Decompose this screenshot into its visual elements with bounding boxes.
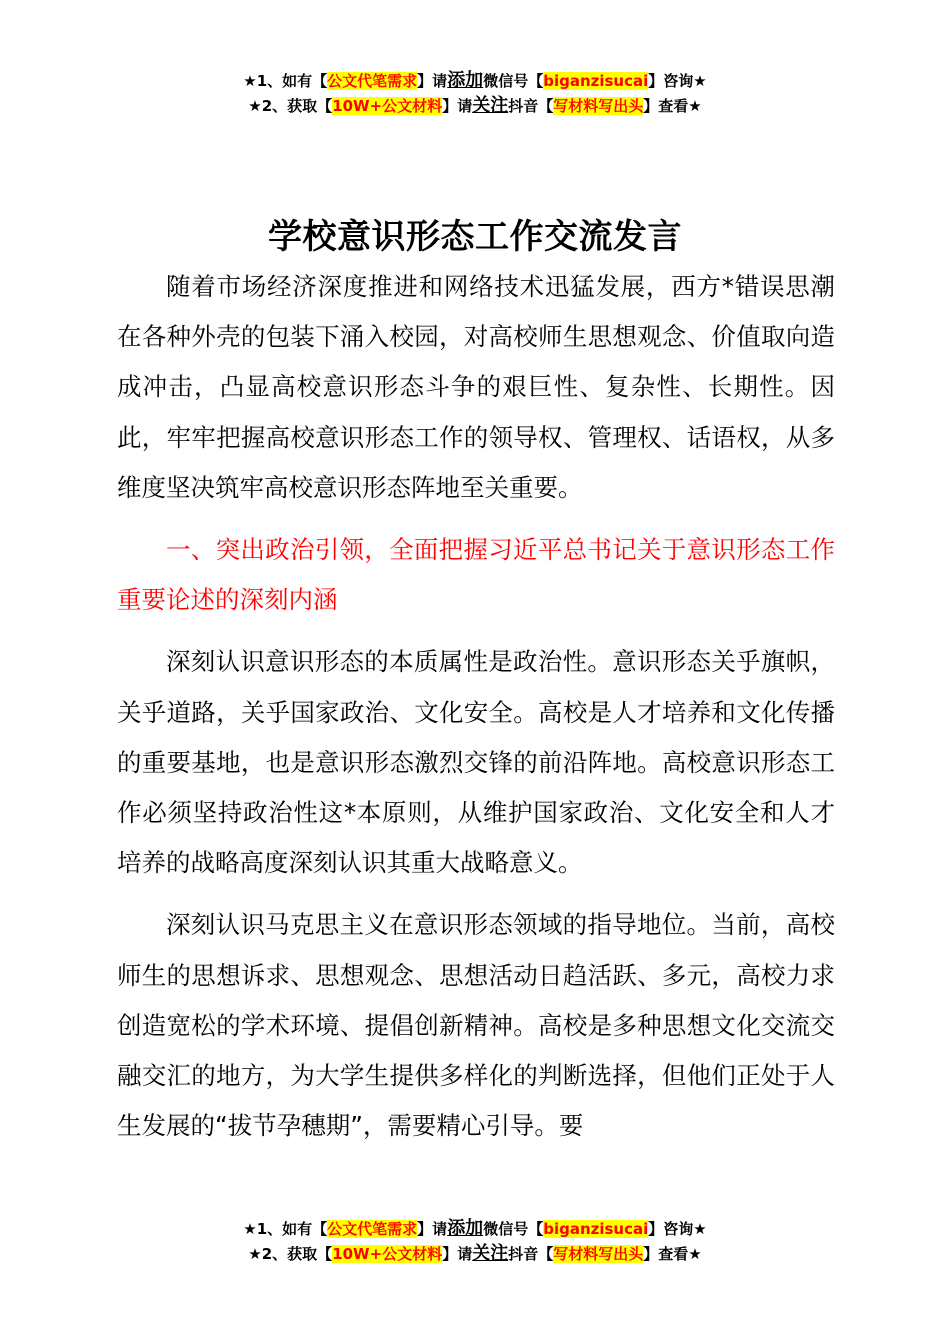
promo-text: 】咨询★ (648, 72, 707, 90)
promo-highlight: 公文代笔需求 (327, 72, 418, 90)
promo-text: 】请 (442, 1245, 473, 1263)
promo-line-2 (0, 1241, 950, 1266)
promo-text: 微信号【 (483, 72, 544, 90)
promo-emphasis: 添加 (447, 70, 484, 91)
promo-highlight: biganzisucai (543, 1220, 649, 1238)
document-title: 学校意识形态工作交流发言 (268, 216, 682, 257)
promo-text: 】咨询★ (648, 1220, 707, 1238)
body-paragraph: 深刻认识马克思主义在意识形态领域的指导地位。当前，高校师生的思想诉求、思想观念、思想活动日趋活跃、多元，高校力求创造宽松的学术环境、提倡创新精神。高校是多种思想文化交流交融交汇的地方，为大学生提供多样化的判断选择，但他们正处于人生发展的“拔节孕穗期”，需要精心引导。要 (117, 910, 835, 1141)
promo-text: 】请 (442, 97, 473, 115)
promo-emphasis: 关注 (472, 95, 509, 116)
promo-highlight: 10W+公文材料 (332, 97, 443, 115)
promo-line-1 (0, 1216, 950, 1241)
promo-text: 】请 (417, 72, 448, 90)
promo-emphasis: 关注 (472, 1243, 509, 1264)
promo-text: ★2、获取【 (248, 97, 333, 115)
promo-highlight: biganzisucai (543, 72, 649, 90)
promo-text: 】查看★ (643, 97, 702, 115)
promo-banner-top (0, 68, 950, 118)
promo-text: ★1、如有【 (243, 1220, 328, 1238)
promo-text: ★2、获取【 (248, 1245, 333, 1263)
promo-banner-bottom (0, 1216, 950, 1266)
promo-emphasis: 添加 (447, 1218, 484, 1239)
promo-text: 抖音【 (508, 1245, 554, 1263)
promo-line-1 (0, 68, 950, 93)
section-heading: 一、突出政治引领，全面把握习近平总书记关于意识形态工作重要论述的深刻内涵 (117, 535, 835, 615)
promo-highlight: 写材料写出头 (553, 1245, 644, 1263)
promo-highlight: 10W+公文材料 (332, 1245, 443, 1263)
document-body (117, 262, 835, 1163)
promo-text: 】查看★ (643, 1245, 702, 1263)
promo-highlight: 公文代笔需求 (327, 1220, 418, 1238)
promo-text: 抖音【 (508, 97, 554, 115)
body-paragraph: 深刻认识意识形态的本质属性是政治性。意识形态关乎旗帜，关乎道路，关乎国家政治、文化安全。高校是人才培养和文化传播的重要基地，也是意识形态激烈交锋的前沿阵地。高校意识形态工作必须坚持政治性这*本原则，从维护国家政治、文化安全和人才培养的战略高度深刻认识其重大战略意义。 (117, 647, 835, 878)
promo-line-2 (0, 93, 950, 118)
promo-text: 微信号【 (483, 1220, 544, 1238)
promo-highlight: 写材料写出头 (553, 97, 644, 115)
promo-text: ★1、如有【 (243, 72, 328, 90)
promo-text: 】请 (417, 1220, 448, 1238)
body-paragraph: 随着市场经济深度推进和网络技术迅猛发展，西方*错误思潮在各种外壳的包装下涌入校园，对高校师生思想观念、价值取向造成冲击，凸显高校意识形态斗争的艰巨性、复杂性、长期性。因此，牢牢把握高校意识形态工作的领导权、管理权、话语权，从多维度坚决筑牢高校意识形态阵地至关重要。 (117, 272, 835, 502)
